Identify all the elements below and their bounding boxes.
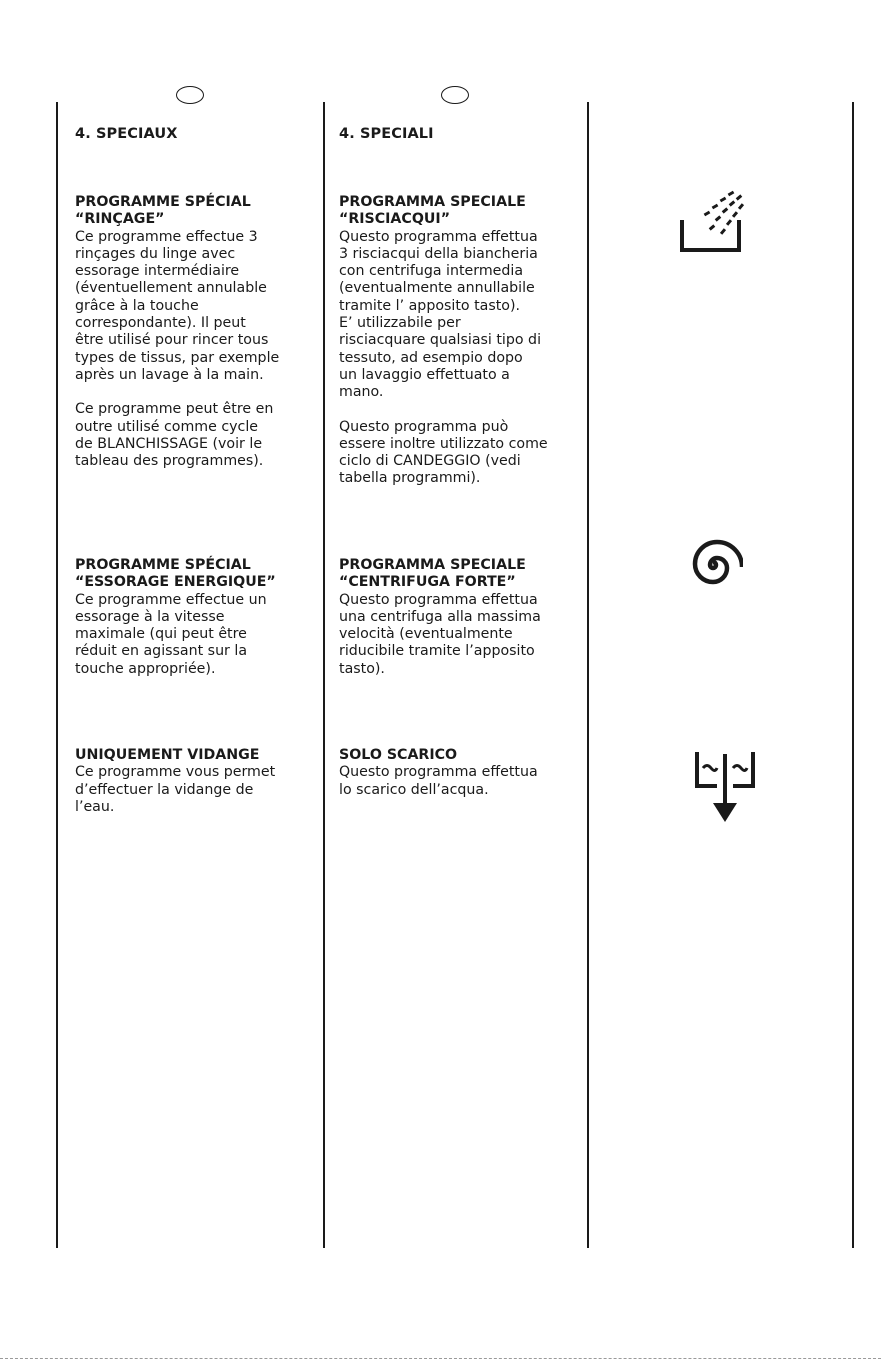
italian-spin-paragraph: Questo programma effettua una centrifuga alla massima velocità (eventualmente riducibile tramite l’apposito tasto).	[339, 591, 541, 677]
french-spin-program	[75, 557, 325, 678]
right-border-line	[852, 102, 854, 1248]
italian-rinse-paragraph-2: Questo programma può essere inoltre utilizzato come ciclo di CANDEGGIO (vedi tabella programmi).	[339, 418, 548, 487]
french-language-marker	[176, 86, 204, 104]
spin-spiral-icon	[683, 535, 743, 595]
italian-spin-program	[339, 557, 589, 678]
french-rinse-program	[75, 194, 325, 470]
italian-section-title: 4. SPECIALI	[339, 126, 434, 142]
italian-spin-heading: PROGRAMMA SPECIALE “CENTRIFUGA FORTE”	[339, 557, 526, 591]
italian-rinse-heading: PROGRAMMA SPECIALE “RISCIACQUI”	[339, 194, 526, 228]
french-drain-heading: UNIQUEMENT VIDANGE	[75, 747, 260, 763]
italian-language-marker	[441, 86, 469, 104]
french-spin-heading: PROGRAMME SPÉCIAL “ESSORAGE ENERGIQUE”	[75, 557, 276, 591]
french-rinse-heading: PROGRAMME SPÉCIAL “RINÇAGE”	[75, 194, 251, 228]
italian-rinse-program	[339, 194, 589, 488]
italian-drain-program	[339, 747, 589, 799]
french-section-title: 4. SPECIAUX	[75, 126, 178, 142]
french-rinse-paragraph-2: Ce programme peut être en outre utilisé comme cycle de BLANCHISSAGE (voir le tableau des programmes).	[75, 401, 274, 470]
french-spin-paragraph: Ce programme effectue un essorage à la vitesse maximale (qui peut être réduit en agissant sur la touche appropriée).	[75, 591, 267, 677]
french-rinse-paragraph-1: Ce programme effectue 3 rinçages du linge avec essorage intermédiaire (éventuellement annulable grâce à la touche correspondante). Il peut être utilisé pour rincer tous types de tissus, par exemple après un lavage à la main.	[75, 228, 280, 383]
italian-drain-paragraph: Questo programma effettua lo scarico dell’acqua.	[339, 764, 538, 798]
italian-drain-heading: SOLO SCARICO	[339, 747, 458, 763]
italian-rinse-paragraph-1: Questo programma effettua 3 risciacqui della biancheria con centrifuga intermedia (eventualmente annullabile tramite l’ apposito tasto). E’ utilizzabile per risciacquare qualsiasi tipo di tessuto, ad esempio dopo un lavaggio effettuato a mano.	[339, 228, 542, 401]
drain-arrow-icon	[693, 748, 757, 824]
rinse-basin-icon	[676, 190, 748, 258]
french-drain-program	[75, 747, 325, 816]
left-border-line	[56, 102, 58, 1248]
french-drain-paragraph: Ce programme vous permet d’effectuer la vidange de l’eau.	[75, 764, 276, 815]
bottom-dashed-rule	[0, 1358, 881, 1359]
